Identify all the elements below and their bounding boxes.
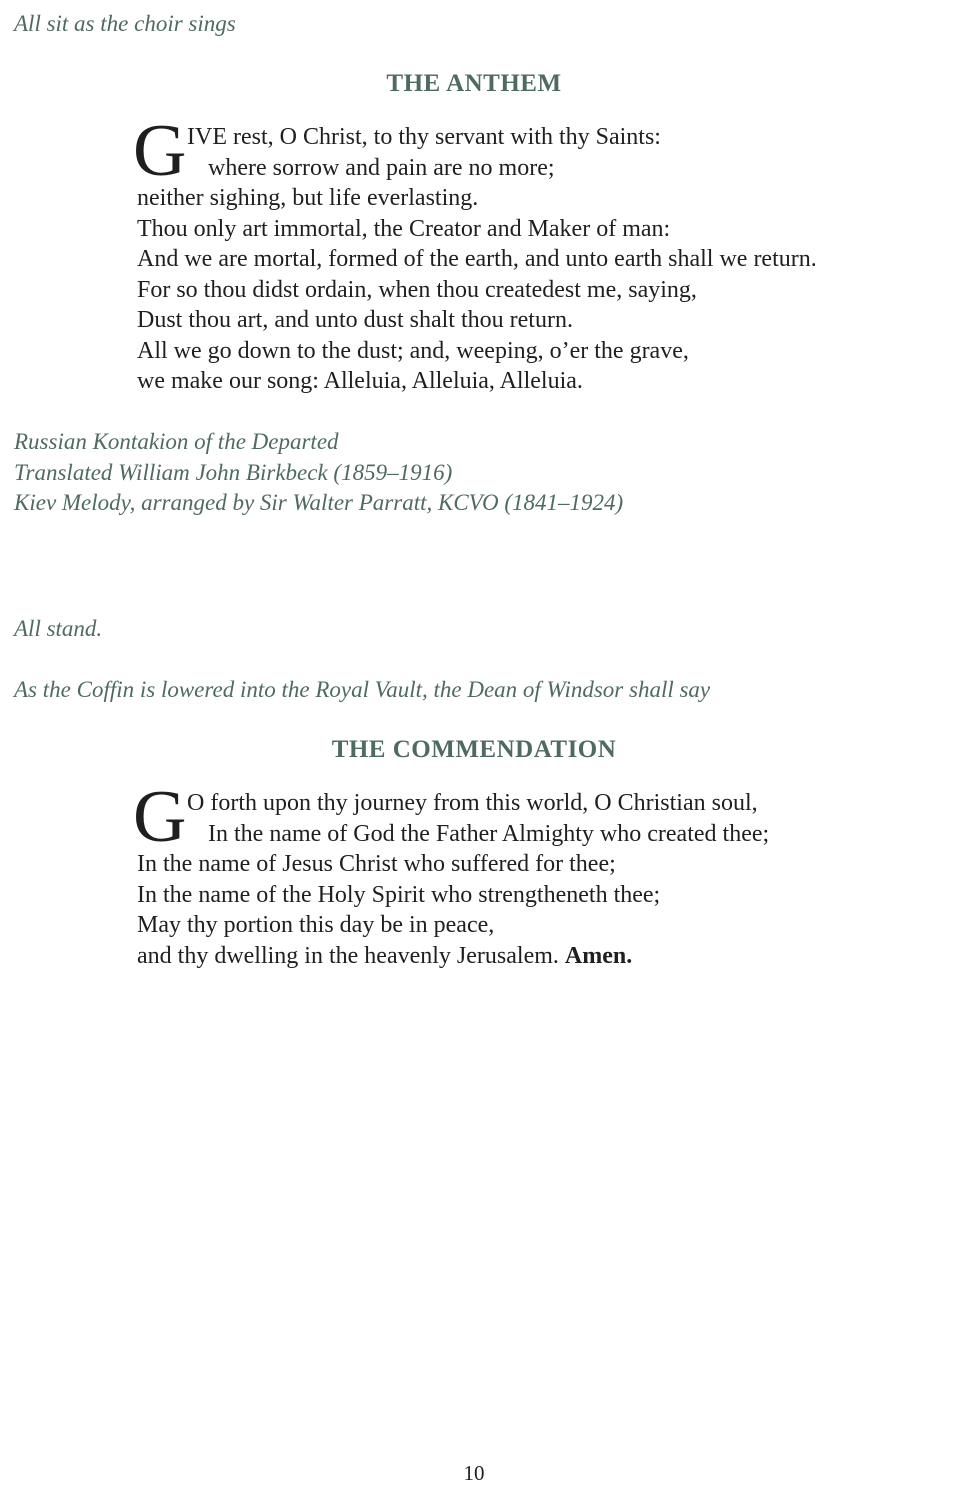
anthem-attribution — [14, 427, 623, 519]
anthem-line: Thou only art immortal, the Creator and Maker of man: — [137, 215, 671, 242]
commendation-line: May thy portion this day be in peace, — [137, 912, 495, 938]
anthem-dropcap: G — [133, 110, 187, 192]
anthem-heading: THE ANTHEM — [386, 70, 562, 97]
anthem-line: And we are mortal, formed of the earth, and unto earth shall we return. — [137, 246, 817, 272]
commendation-dropcap: G — [133, 776, 187, 858]
page-number: 10 — [463, 1461, 485, 1485]
attribution-line: Kiev Melody, arranged by Sir Walter Parratt, KCVO (1841–1924) — [14, 490, 624, 515]
amen-word: Amen. — [564, 942, 633, 969]
commendation-line: O forth upon thy journey from this world, O Christian soul, — [187, 790, 758, 816]
commendation-verse — [133, 776, 947, 971]
stand-rubric: All stand. — [14, 616, 103, 641]
anthem-line: where sorrow and pain are no more; — [208, 154, 555, 181]
anthem-line: IVE rest, O Christ, to thy servant with thy Saints: — [187, 124, 661, 150]
attribution-line: Translated William John Birkbeck (1859–1916) — [14, 459, 453, 485]
coffin-rubric: As the Coffin is lowered into the Royal Vault, the Dean of Windsor shall say — [14, 677, 711, 702]
anthem-line: neither sighing, but life everlasting. — [137, 185, 479, 211]
attribution-line: Russian Kontakion of the Departed — [14, 429, 339, 454]
anthem-rubric: All sit as the choir sings — [14, 11, 236, 36]
commendation-heading: THE COMMENDATION — [331, 736, 617, 763]
anthem-verse — [133, 110, 947, 397]
anthem-line: we make our song: Alleluia, Alleluia, Alleluia. — [137, 368, 583, 394]
anthem-line: Dust thou art, and unto dust shalt thou return. — [137, 307, 573, 333]
commendation-line-last — [137, 941, 947, 972]
anthem-line: All we go down to the dust; and, weeping, o’er the grave, — [137, 337, 689, 364]
commendation-line: In the name of God the Father Almighty who created thee; — [208, 820, 770, 847]
commendation-line: In the name of the Holy Spirit who strengtheneth thee; — [137, 881, 661, 908]
commendation-line: In the name of Jesus Christ who suffered for thee; — [137, 851, 616, 877]
anthem-line: For so thou didst ordain, when thou createdest me, saying, — [137, 276, 697, 303]
commendation-line-text: and thy dwelling in the heavenly Jerusalem. — [137, 942, 559, 969]
